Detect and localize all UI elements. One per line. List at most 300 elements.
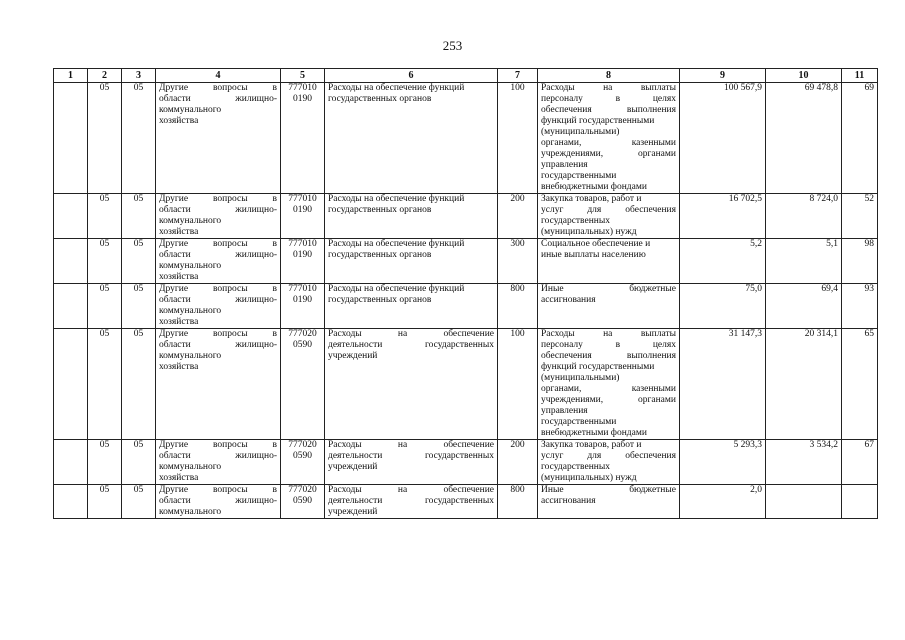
expense-type-name-line [541, 127, 676, 138]
expense-type-name-line [541, 462, 676, 473]
subsection-name-line [159, 105, 277, 116]
expense-type-name-word: бюджетные [629, 284, 676, 294]
subsection-name-line [159, 295, 277, 306]
section-code: 05 [88, 329, 122, 440]
section-code: 05 [88, 194, 122, 239]
expense-type-name-word: функций государственными [541, 116, 655, 126]
table-body [54, 83, 878, 519]
subsection-code: 05 [122, 83, 156, 194]
expense-type-name-word: персоналу [541, 340, 583, 350]
expense-type-name-word: (муниципальными) [541, 127, 620, 137]
subsection-name [156, 284, 281, 329]
expense-type-name-line [541, 105, 676, 116]
expense-type-name-word: выплаты [640, 329, 677, 339]
subsection-name [156, 485, 281, 519]
expense-type-name-word: Расходы [541, 83, 575, 93]
expense-type-name-word: ассигнования [541, 496, 596, 506]
target-article-name-word: Расходы на обеспечение функций [328, 284, 465, 294]
subsection-name-word: в [272, 239, 277, 249]
subsection-name [156, 329, 281, 440]
table-row [54, 329, 878, 440]
expense-type-name-line [541, 116, 676, 127]
execution-percent: 65 [842, 329, 878, 440]
expense-type-name-word: государственными [541, 171, 617, 181]
subsection-name-line [159, 216, 277, 227]
expense-type-name-word: на [603, 329, 613, 339]
target-article-name-line [328, 507, 494, 518]
cell-col-1 [54, 440, 88, 485]
expense-type-name-word: функций государственными [541, 362, 655, 372]
expense-type-name-word: обеспечения [541, 351, 592, 361]
expense-type-name-line [541, 194, 676, 205]
expense-type-code: 200 [498, 440, 538, 485]
execution-percent: 98 [842, 239, 878, 284]
target-article-name-line [328, 351, 494, 362]
subsection-code: 05 [122, 329, 156, 440]
subsection-name-word: области [159, 205, 191, 215]
target-article-code-line: 0590 [293, 496, 312, 506]
expense-type-name-line [541, 384, 676, 395]
subsection-name-word: вопросы [212, 194, 248, 204]
section-code: 05 [88, 284, 122, 329]
subsection-name-line [159, 250, 277, 261]
target-article-code-line: 0190 [293, 94, 312, 104]
subsection-name-word: области [159, 340, 191, 350]
subsection-name-word: коммунального [159, 306, 222, 316]
executed-amount: 5,1 [766, 239, 842, 284]
subsection-name-word: в [272, 194, 277, 204]
subsection-name-line [159, 451, 277, 462]
planned-amount: 5,2 [680, 239, 766, 284]
subsection-name-line [159, 317, 277, 328]
target-article-code [281, 284, 325, 329]
subsection-name-word: вопросы [212, 485, 248, 495]
target-article-name-word: государственных органов [328, 94, 432, 104]
expense-type-name-line [541, 473, 676, 484]
table-row [54, 440, 878, 485]
expense-type-name-line [541, 395, 676, 406]
subsection-name-line [159, 496, 277, 507]
expense-type-name-line [541, 451, 676, 462]
subsection-name-word: вопросы [212, 329, 248, 339]
target-article-name-word: государственных органов [328, 250, 432, 260]
executed-amount: 20 314,1 [766, 329, 842, 440]
subsection-name [156, 194, 281, 239]
expense-type-name-line [541, 406, 676, 417]
target-article-code [281, 485, 325, 519]
expense-type-name [538, 440, 680, 485]
expense-type-name-word: ассигнования [541, 295, 596, 305]
expense-type-name-line [541, 496, 676, 507]
expense-type-name-word: государственными [541, 417, 617, 427]
expense-type-name-line [541, 83, 676, 94]
target-article-name-word: на [397, 440, 408, 450]
target-article-code-line: 0190 [293, 250, 312, 260]
target-article-name-word: учреждений [328, 462, 378, 472]
target-article-name-line [328, 340, 494, 351]
subsection-name-line [159, 440, 277, 451]
target-article-code [281, 329, 325, 440]
target-article-code-line: 777020 [288, 329, 317, 339]
target-article-code [281, 83, 325, 194]
cell-col-1 [54, 329, 88, 440]
target-article-name-line [328, 329, 494, 340]
target-article-code-line: 0190 [293, 205, 312, 215]
expense-type-name-line [541, 160, 676, 171]
subsection-name-word: в [272, 83, 277, 93]
expense-type-name [538, 194, 680, 239]
expense-type-name [538, 485, 680, 519]
column-header-7: 7 [498, 69, 538, 83]
target-article-name-line [328, 94, 494, 105]
target-article-name-word: Расходы [328, 440, 362, 450]
expense-type-name-word: целях [652, 340, 677, 350]
expense-type-name-word: обеспечения [541, 105, 592, 115]
subsection-name-line [159, 485, 277, 496]
target-article-name-line [328, 239, 494, 250]
subsection-name-line [159, 261, 277, 272]
expense-type-name-word: выполнения [626, 105, 676, 115]
execution-percent: 67 [842, 440, 878, 485]
expense-type-name-line [541, 440, 676, 451]
target-article-name-word: обеспечение [443, 329, 495, 339]
target-article-name-line [328, 451, 494, 462]
target-article-code-line: 777020 [288, 440, 317, 450]
expense-type-name-word: государственных [541, 216, 611, 226]
subsection-name-word: области [159, 250, 191, 260]
expense-type-name-word: на [603, 83, 613, 93]
subsection-name-line [159, 205, 277, 216]
subsection-name-line [159, 462, 277, 473]
target-article-code [281, 440, 325, 485]
subsection-name-line [159, 507, 277, 518]
subsection-name-word: Другие [159, 329, 189, 339]
target-article-name-word: государственных [424, 340, 494, 350]
expense-type-name-word: целях [652, 94, 677, 104]
table-row [54, 284, 878, 329]
expense-type-name-word: обеспечения [625, 205, 677, 215]
subsection-name-word: вопросы [212, 239, 248, 249]
target-article-name [325, 83, 498, 194]
subsection-name-word: жилищно- [235, 205, 277, 215]
subsection-name-word: Другие [159, 239, 189, 249]
expense-type-name-word: органами [637, 395, 676, 405]
table-row [54, 83, 878, 194]
expense-type-name-word: (муниципальными) [541, 373, 620, 383]
target-article-code-line: 777010 [288, 284, 317, 294]
target-article-name [325, 329, 498, 440]
target-article-code-line: 777010 [288, 194, 317, 204]
expense-type-name-word: услуг [541, 205, 564, 215]
subsection-name-line [159, 194, 277, 205]
subsection-name-word: области [159, 451, 191, 461]
subsection-code: 05 [122, 284, 156, 329]
expense-type-name [538, 284, 680, 329]
expense-type-name-word: выполнения [626, 351, 676, 361]
target-article-name [325, 485, 498, 519]
subsection-name-word: хозяйства [159, 227, 199, 237]
subsection-name-word: в [272, 284, 277, 294]
expense-type-name-word: учреждениями, [541, 395, 604, 405]
subsection-name-word: Другие [159, 440, 189, 450]
target-article-name-word: деятельности [328, 496, 383, 506]
execution-percent: 69 [842, 83, 878, 194]
subsection-name-word: жилищно- [235, 496, 277, 506]
target-article-name-word: деятельности [328, 340, 383, 350]
expense-type-name-line [541, 373, 676, 384]
table-row [54, 194, 878, 239]
subsection-name-word: области [159, 496, 191, 506]
subsection-name-line [159, 94, 277, 105]
subsection-name-word: коммунального [159, 261, 222, 271]
section-code: 05 [88, 83, 122, 194]
target-article-name-word: обеспечение [443, 485, 495, 495]
subsection-name-line [159, 239, 277, 250]
execution-percent: 52 [842, 194, 878, 239]
subsection-code: 05 [122, 485, 156, 519]
expense-type-name-word: в [615, 94, 621, 104]
subsection-name-line [159, 473, 277, 484]
expense-type-name-word: Расходы [541, 329, 575, 339]
expense-type-name-line [541, 138, 676, 149]
column-header-6: 6 [325, 69, 498, 83]
target-article-code-line: 0590 [293, 340, 312, 350]
target-article-code-line: 0590 [293, 451, 312, 461]
subsection-name-word: в [272, 329, 277, 339]
target-article-name-word: Расходы [328, 485, 362, 495]
executed-amount [766, 485, 842, 519]
target-article-name-word: учреждений [328, 507, 378, 517]
target-article-name-line [328, 295, 494, 306]
target-article-code-line: 777020 [288, 485, 317, 495]
expense-type-name-line [541, 250, 676, 261]
expense-type-name-word: управления [541, 160, 588, 170]
subsection-name-line [159, 83, 277, 94]
section-code: 05 [88, 239, 122, 284]
target-article-name-word: деятельности [328, 451, 383, 461]
subsection-name-line [159, 340, 277, 351]
expense-type-name-word: для [587, 205, 602, 215]
planned-amount: 100 567,9 [680, 83, 766, 194]
target-article-name-line [328, 462, 494, 473]
target-article-name-word: на [397, 329, 408, 339]
subsection-name-line [159, 306, 277, 317]
expense-type-name-line [541, 182, 676, 193]
expense-type-name-line [541, 340, 676, 351]
executed-amount: 69 478,8 [766, 83, 842, 194]
subsection-name-word: хозяйства [159, 116, 199, 126]
subsection-name-word: области [159, 295, 191, 305]
expense-type-name-word: государственных [541, 462, 611, 472]
subsection-name-word: хозяйства [159, 272, 199, 282]
page-number: 253 [442, 38, 463, 53]
expense-type-name-word: органами, [541, 138, 582, 148]
subsection-name-word: жилищно- [235, 250, 277, 260]
expense-type-name [538, 239, 680, 284]
budget-table [53, 68, 878, 519]
expense-type-name-line [541, 295, 676, 306]
executed-amount: 3 534,2 [766, 440, 842, 485]
expense-type-name-word: учреждениями, [541, 149, 604, 159]
expense-type-name-line [541, 485, 676, 496]
expense-type-code: 800 [498, 284, 538, 329]
target-article-name-word: Расходы [328, 329, 362, 339]
table-row [54, 239, 878, 284]
target-article-name-word: Расходы на обеспечение функций [328, 83, 465, 93]
expense-type-code: 100 [498, 83, 538, 194]
subsection-name-word: Другие [159, 485, 189, 495]
expense-type-name-word: органами [637, 149, 676, 159]
expense-type-name-word: казенными [631, 384, 676, 394]
target-article-name-word: Расходы на обеспечение функций [328, 194, 465, 204]
target-article-name-word: обеспечение [443, 440, 495, 450]
expense-type-code: 300 [498, 239, 538, 284]
subsection-code: 05 [122, 194, 156, 239]
subsection-name-word: вопросы [212, 440, 248, 450]
cell-col-1 [54, 194, 88, 239]
subsection-code: 05 [122, 440, 156, 485]
target-article-code-line: 777010 [288, 83, 317, 93]
column-header-1: 1 [54, 69, 88, 83]
executed-amount: 69,4 [766, 284, 842, 329]
expense-type-name-line [541, 216, 676, 227]
expense-type-name-word: Социальное обеспечение и [541, 239, 651, 249]
subsection-name-line [159, 227, 277, 238]
expense-type-name-line [541, 428, 676, 439]
subsection-name-word: хозяйства [159, 473, 199, 483]
expense-type-name-word: услуг [541, 451, 564, 461]
cell-col-1 [54, 284, 88, 329]
target-article-name-line [328, 485, 494, 496]
expense-type-name-line [541, 239, 676, 250]
column-header-5: 5 [281, 69, 325, 83]
expense-type-name-word: внебюджетными фондами [541, 182, 647, 192]
subsection-name-line [159, 284, 277, 295]
column-header-11: 11 [842, 69, 878, 83]
column-header-8: 8 [538, 69, 680, 83]
expense-type-name-word: (муниципальных) нужд [541, 473, 637, 483]
target-article-code-line: 777010 [288, 239, 317, 249]
planned-amount: 31 147,3 [680, 329, 766, 440]
subsection-name-line [159, 116, 277, 127]
expense-type-name-word: казенными [631, 138, 676, 148]
expense-type-name-line [541, 417, 676, 428]
target-article-code [281, 194, 325, 239]
target-article-name-line [328, 440, 494, 451]
subsection-name-word: жилищно- [235, 340, 277, 350]
target-article-name-line [328, 83, 494, 94]
subsection-name-line [159, 362, 277, 373]
expense-type-name-word: Закупка товаров, работ и [541, 440, 642, 450]
expense-type-name-line [541, 329, 676, 340]
expense-type-name-line [541, 205, 676, 216]
section-code: 05 [88, 485, 122, 519]
subsection-name-word: коммунального [159, 216, 222, 226]
expense-type-name-word: бюджетные [629, 485, 676, 495]
subsection-name-word: вопросы [212, 83, 248, 93]
expense-type-name-word: управления [541, 406, 588, 416]
column-header-3: 3 [122, 69, 156, 83]
expense-type-name-line [541, 284, 676, 295]
execution-percent [842, 485, 878, 519]
header-row [54, 69, 878, 83]
target-article-name [325, 440, 498, 485]
target-article-name [325, 194, 498, 239]
expense-type-name-word: в [615, 340, 621, 350]
expense-type-name-word: Закупка товаров, работ и [541, 194, 642, 204]
expense-type-name-word: внебюджетными фондами [541, 428, 647, 438]
subsection-name-word: коммунального [159, 105, 222, 115]
column-header-2: 2 [88, 69, 122, 83]
target-article-name-line [328, 194, 494, 205]
target-article-name-word: государственных органов [328, 295, 432, 305]
target-article-name-line [328, 496, 494, 507]
subsection-name-line [159, 272, 277, 283]
expense-type-name-line [541, 171, 676, 182]
planned-amount: 5 293,3 [680, 440, 766, 485]
expense-type-name-line [541, 149, 676, 160]
subsection-name-word: коммунального [159, 507, 222, 517]
expense-type-name-line [541, 362, 676, 373]
column-header-4: 4 [156, 69, 281, 83]
expense-type-name-word: персоналу [541, 94, 583, 104]
expense-type-code: 100 [498, 329, 538, 440]
subsection-name-word: хозяйства [159, 317, 199, 327]
cell-col-1 [54, 239, 88, 284]
target-article-name-line [328, 250, 494, 261]
expense-type-name [538, 83, 680, 194]
subsection-name-word: Другие [159, 194, 189, 204]
target-article-name [325, 239, 498, 284]
expense-type-name-line [541, 227, 676, 238]
target-article-name-word: на [397, 485, 408, 495]
subsection-name-word: жилищно- [235, 451, 277, 461]
subsection-name-word: вопросы [212, 284, 248, 294]
expense-type-name [538, 329, 680, 440]
target-article-name-word: государственных органов [328, 205, 432, 215]
target-article-name-word: учреждений [328, 351, 378, 361]
target-article-name-line [328, 284, 494, 295]
execution-percent: 93 [842, 284, 878, 329]
cell-col-1 [54, 485, 88, 519]
cell-col-1 [54, 83, 88, 194]
subsection-name-word: хозяйства [159, 362, 199, 372]
subsection-name-word: Другие [159, 284, 189, 294]
expense-type-name-word: иные выплаты населению [541, 250, 646, 260]
subsection-name-line [159, 351, 277, 362]
subsection-name-word: жилищно- [235, 94, 277, 104]
column-header-9: 9 [680, 69, 766, 83]
target-article-name-word: государственных [424, 496, 494, 506]
expense-type-name-word: (муниципальных) нужд [541, 227, 637, 237]
subsection-name-word: жилищно- [235, 295, 277, 305]
subsection-name [156, 239, 281, 284]
expense-type-name-word: Иные [541, 284, 564, 294]
planned-amount: 2,0 [680, 485, 766, 519]
subsection-name-word: в [272, 485, 277, 495]
expense-type-code: 200 [498, 194, 538, 239]
executed-amount: 8 724,0 [766, 194, 842, 239]
target-article-name-word: государственных [424, 451, 494, 461]
expense-type-name-word: Иные [541, 485, 564, 495]
subsection-name-word: коммунального [159, 462, 222, 472]
target-article-name-word: Расходы на обеспечение функций [328, 239, 465, 249]
planned-amount: 16 702,5 [680, 194, 766, 239]
table-row [54, 485, 878, 519]
target-article-code [281, 239, 325, 284]
subsection-name-word: коммунального [159, 351, 222, 361]
subsection-name-word: в [272, 440, 277, 450]
